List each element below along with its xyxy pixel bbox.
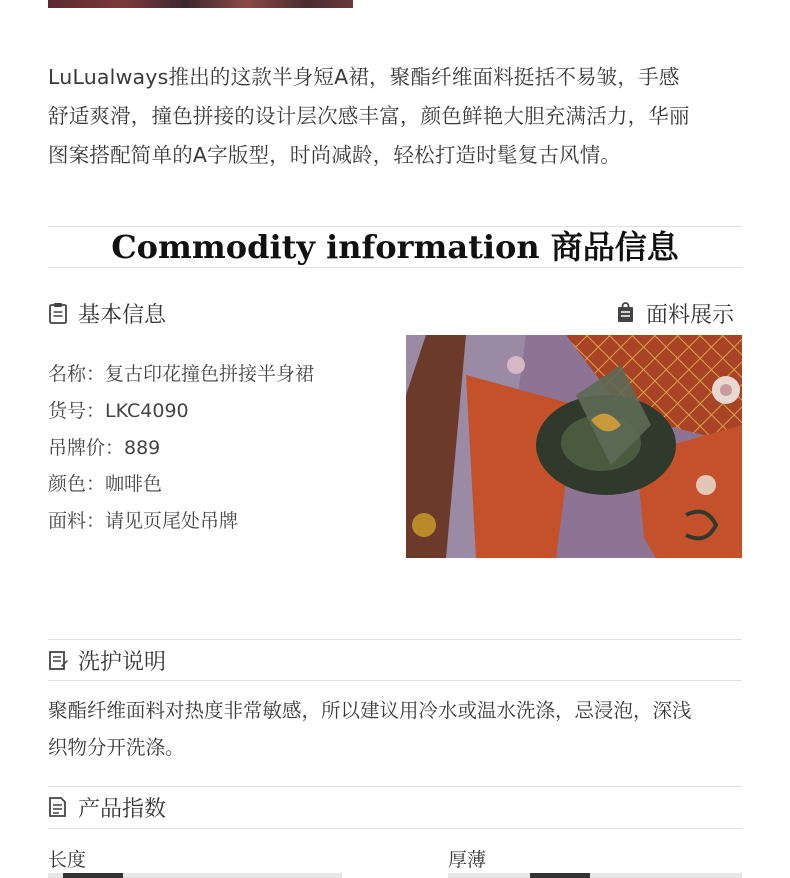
care-line: 织物分开洗涤。 <box>48 735 185 759</box>
product-intro <box>48 58 748 175</box>
section-title: Commodity information 商品信息 <box>111 228 679 266</box>
notebook-icon <box>48 649 68 671</box>
info-color: 颜色：咖啡色 <box>48 473 163 496</box>
info-sku: 货号：LKC4090 <box>48 399 189 422</box>
info-fabric: 面料：请见页尾处吊牌 <box>48 510 239 533</box>
intro-line: 图案搭配简单的A字版型，时尚减龄，轻松打造时髦复古风情。 <box>48 143 622 167</box>
divider <box>48 680 742 681</box>
clipboard-icon <box>48 302 68 324</box>
basic-info-title: 基本信息 <box>78 302 167 328</box>
divider <box>48 828 742 829</box>
length-label: 长度 <box>48 849 87 871</box>
divider <box>48 786 742 787</box>
length-scale-bar <box>48 873 342 878</box>
thickness-label: 厚薄 <box>448 849 487 871</box>
care-instructions <box>48 693 748 766</box>
divider <box>48 639 742 640</box>
tag-icon <box>616 302 636 324</box>
product-index-title: 产品指数 <box>78 796 167 822</box>
intro-line: 舒适爽滑，撞色拼接的设计层次感丰富，颜色鲜艳大胆充满活力，华丽 <box>48 104 690 128</box>
top-product-photo-edge <box>48 0 353 8</box>
basic-info-list <box>48 356 314 540</box>
info-name: 名称：复古印花撞色拼接半身裙 <box>48 363 315 385</box>
care-title: 洗护说明 <box>78 649 167 675</box>
thickness-scale-bar <box>448 873 742 878</box>
product-index-heading <box>48 792 166 822</box>
care-heading <box>48 645 166 675</box>
length-scale-marker <box>63 873 123 878</box>
info-tag-price: 吊牌价：889 <box>48 436 161 459</box>
care-line: 聚酯纤维面料对热度非常敏感，所以建议用冷水或温水洗涤，忌浸泡，深浅 <box>48 699 692 722</box>
fabric-display-heading <box>616 298 734 328</box>
basic-info-heading <box>48 298 166 328</box>
intro-line: LuLualways推出的这款半身短A裙，聚酯纤维面料挺括不易皱，手感 <box>48 65 680 89</box>
fabric-swatch-image <box>406 335 742 558</box>
thickness-scale-marker <box>530 873 590 878</box>
divider <box>48 267 742 268</box>
document-icon <box>48 796 68 818</box>
fabric-display-title: 面料展示 <box>646 302 735 328</box>
